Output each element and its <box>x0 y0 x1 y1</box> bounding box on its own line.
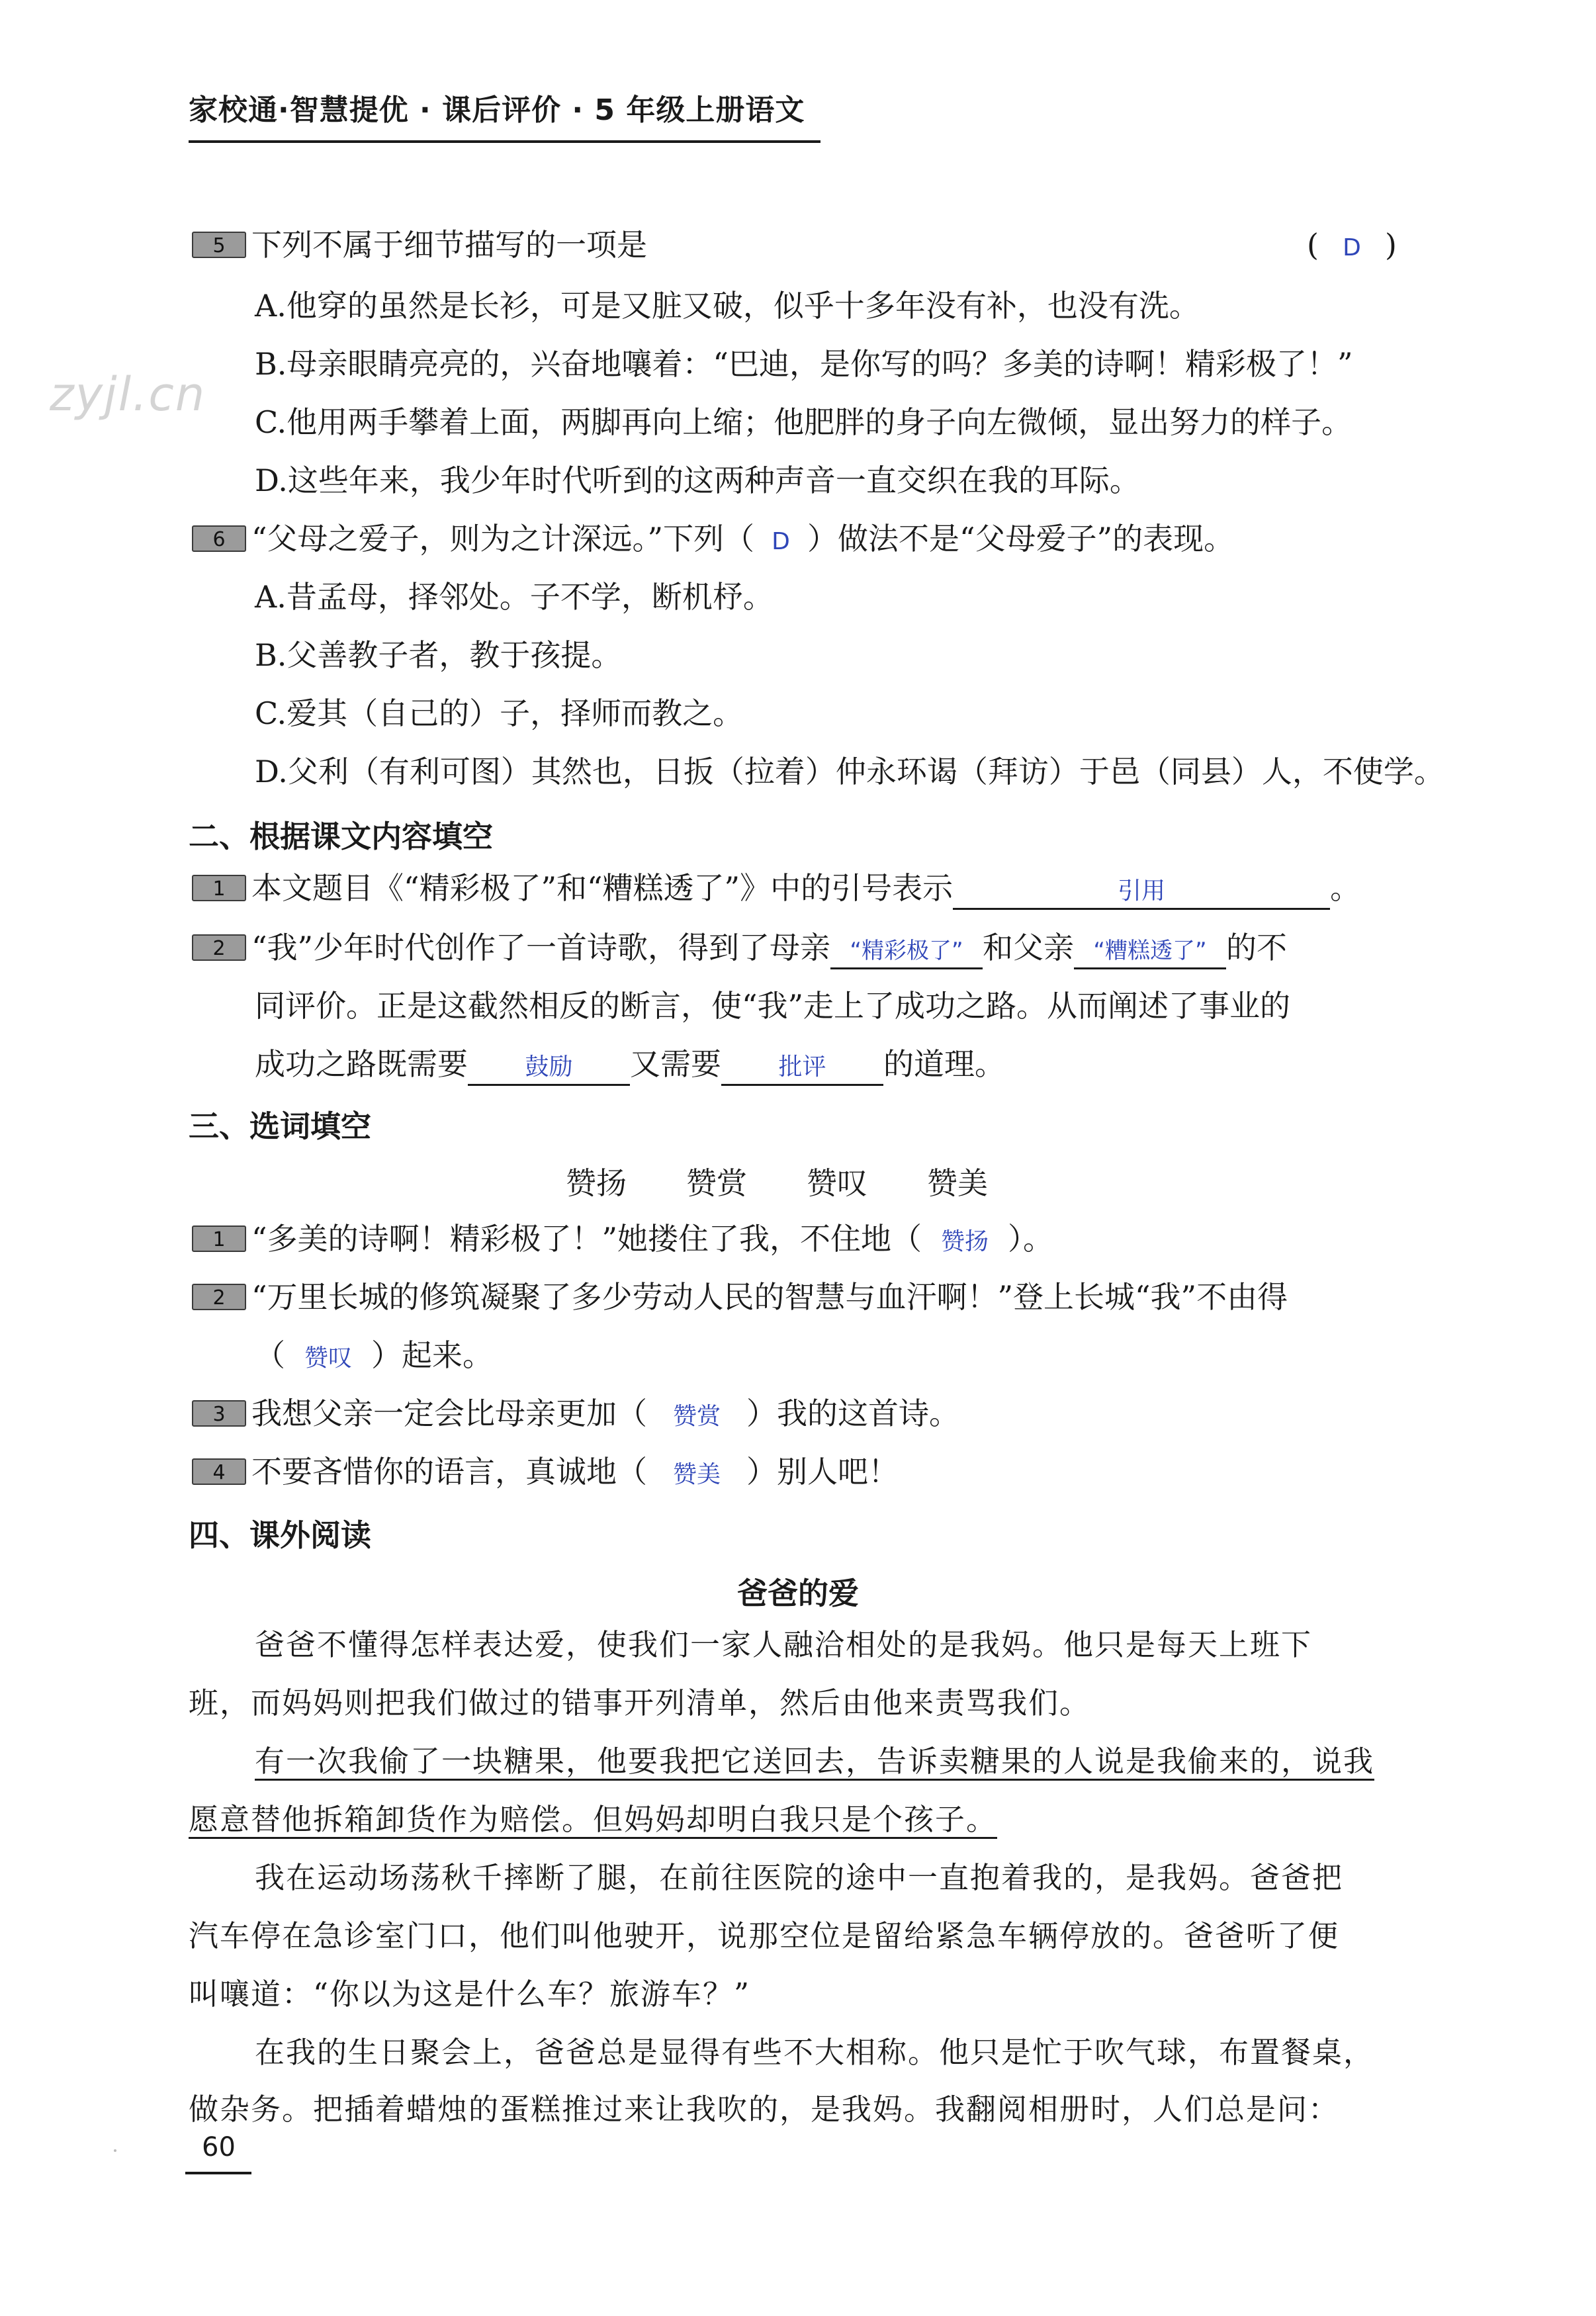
s2-q1: 1 本文题目《“精彩极了”和“糟糕透了”》中的引号表示 引用 。 <box>192 868 1360 910</box>
para-3-line-1: 我在运动场荡秋千摔断了腿，在前往医院的途中一直抱着我的，是我妈。爸爸把 <box>255 1860 1344 1895</box>
question-number: 3 <box>192 1400 246 1427</box>
para-3-line-2: 汽车停在急诊室门口，他们叫他驶开，说那空位是留给紧急车辆停放的。爸爸听了便 <box>189 1918 1340 1953</box>
q6-option-a: A.昔孟母，择邻处。子不学，断机杼。 <box>255 579 774 615</box>
s3-q2: 2 “万里长城的修筑凝聚了多少劳动人民的智慧与血汗啊！”登上长城“我”不由得 <box>192 1277 1288 1317</box>
header-rule <box>189 140 820 143</box>
word-bank-item: 赞美 <box>927 1165 988 1201</box>
word-bank-item: 赞赏 <box>686 1165 747 1201</box>
para-2-line-2: 愿意替他拆箱卸货作为赔偿。但妈妈却明白我只是个孩子。 <box>189 1800 997 1840</box>
q6-option-d: D.父利（有利可图）其然也，日扳（拉着）仲永环谒（拜访）于邑（同县）人，不使学。 <box>255 754 1444 789</box>
para-3-line-3: 叫嚷道：“你以为这是什么车？旅游车？” <box>189 1977 751 2012</box>
scan-speck <box>114 2149 116 2152</box>
q5-answer-paren: ( D ) <box>1307 225 1397 268</box>
question-number: 4 <box>192 1458 246 1485</box>
para-4-line-2: 做杂务。把插着蜡烛的蛋糕推过来让我吹的，是我妈。我翻阅相册时，人们总是问： <box>189 2092 1340 2127</box>
s2-q2-line3: 成功之路既需要 鼓励 又需要 批评 的道理。 <box>255 1044 1005 1086</box>
question-number: 2 <box>192 1284 246 1310</box>
s3-q4: 4 不要吝惜你的语言，真诚地（ 赞美 ）别人吧！ <box>192 1452 899 1495</box>
para-1-line-2: 班，而妈妈则把我们做过的错事开列清单，然后由他来责骂我们。 <box>189 1685 1091 1720</box>
watermark: zyjl.cn <box>50 367 206 422</box>
section-4-title: 四、课外阅读 <box>189 1517 371 1553</box>
q6-option-c: C.爱其（自己的）子，择师而教之。 <box>255 695 744 731</box>
para-2-line-1: 有一次我偷了一块糖果，他要我把它送回去，告诉卖糖果的人说是我偷来的，说我 <box>255 1742 1374 1781</box>
para-4-line-1: 在我的生日聚会上，爸爸总是显得有些不大相称。他只是忙于吹气球，布置餐桌， <box>255 2035 1375 2070</box>
page-header <box>189 86 805 128</box>
word-bank-item: 赞扬 <box>566 1165 627 1201</box>
s2-q2-answer-1: “精彩极了” <box>830 934 983 969</box>
s2-q2-answer-2: “糟糕透了” <box>1074 934 1226 969</box>
s2-q2-answer-3: 鼓励 <box>468 1051 630 1086</box>
question-number: 5 <box>192 232 246 258</box>
s3-q2-line2: （ 赞叹 ）起来。 <box>255 1335 493 1378</box>
q5-option-a: A.他穿的虽然是长衫，可是又脏又破，似乎十多年没有补，也没有洗。 <box>255 288 1200 324</box>
header-title: 家校通·智慧提优 · 课后评价 · 5 年级上册语文 <box>189 93 805 127</box>
s3-q4-answer: 赞美 <box>672 1461 721 1488</box>
word-bank-item: 赞叹 <box>807 1165 867 1201</box>
s2-q1-answer: 引用 <box>953 875 1330 910</box>
s3-q2-answer: 赞叹 <box>304 1345 352 1372</box>
word-bank <box>566 1159 1047 1203</box>
q5-option-d: D.这些年来，我少年时代听到的这两种声音一直交织在我的耳际。 <box>255 463 1140 498</box>
q5-answer: D <box>1343 234 1361 261</box>
question-number: 1 <box>192 1225 246 1252</box>
s3-q3: 3 我想父亲一定会比母亲更加（ 赞赏 ）我的这首诗。 <box>192 1394 959 1437</box>
q6-stem: 6 “父母之爱子，则为之计深远。”下列（ D ）做法不是“父母爱子”的表现。 <box>192 519 1234 562</box>
q5-option-b: B.母亲眼睛亮亮的，兴奋地嚷着：“巴迪，是你写的吗？多美的诗啊！精彩极了！” <box>255 346 1353 382</box>
page-number: 60 <box>202 2132 236 2162</box>
s3-q1: 1 “多美的诗啊！精彩极了！”她搂住了我，不住地（ 赞扬 ）。 <box>192 1219 1053 1262</box>
s3-q3-answer: 赞赏 <box>672 1403 721 1430</box>
s2-q2: 2 “我”少年时代创作了一首诗歌，得到了母亲 “精彩极了” 和父亲 “糟糕透了” 的不 <box>192 928 1287 969</box>
q5-stem: 5 下列不属于细节描写的一项是 <box>192 225 647 265</box>
question-number: 1 <box>192 875 246 901</box>
page-number-rule <box>185 2172 251 2174</box>
question-number: 2 <box>192 934 246 961</box>
question-number: 6 <box>192 525 246 552</box>
s2-q2-answer-4: 批评 <box>721 1051 883 1086</box>
q6-answer: D <box>772 528 790 555</box>
s2-q2-line2: 同评价。正是这截然相反的断言，使“我”走上了成功之路。从而阐述了事业的 <box>255 988 1291 1024</box>
section-3-title: 三、选词填空 <box>189 1108 371 1144</box>
q5-option-c: C.他用两手攀着上面，两脚再向上缩；他肥胖的身子向左微倾，显出努力的样子。 <box>255 404 1352 440</box>
article-title: 爸爸的爱 <box>737 1576 859 1611</box>
q6-option-b: B.父善教子者，教于孩提。 <box>255 637 622 673</box>
para-1-line-1: 爸爸不懂得怎样表达爱，使我们一家人融洽相处的是我妈。他只是每天上班下 <box>255 1627 1313 1662</box>
section-2-title: 二、根据课文内容填空 <box>189 819 493 854</box>
s3-q1-answer: 赞扬 <box>941 1228 989 1255</box>
